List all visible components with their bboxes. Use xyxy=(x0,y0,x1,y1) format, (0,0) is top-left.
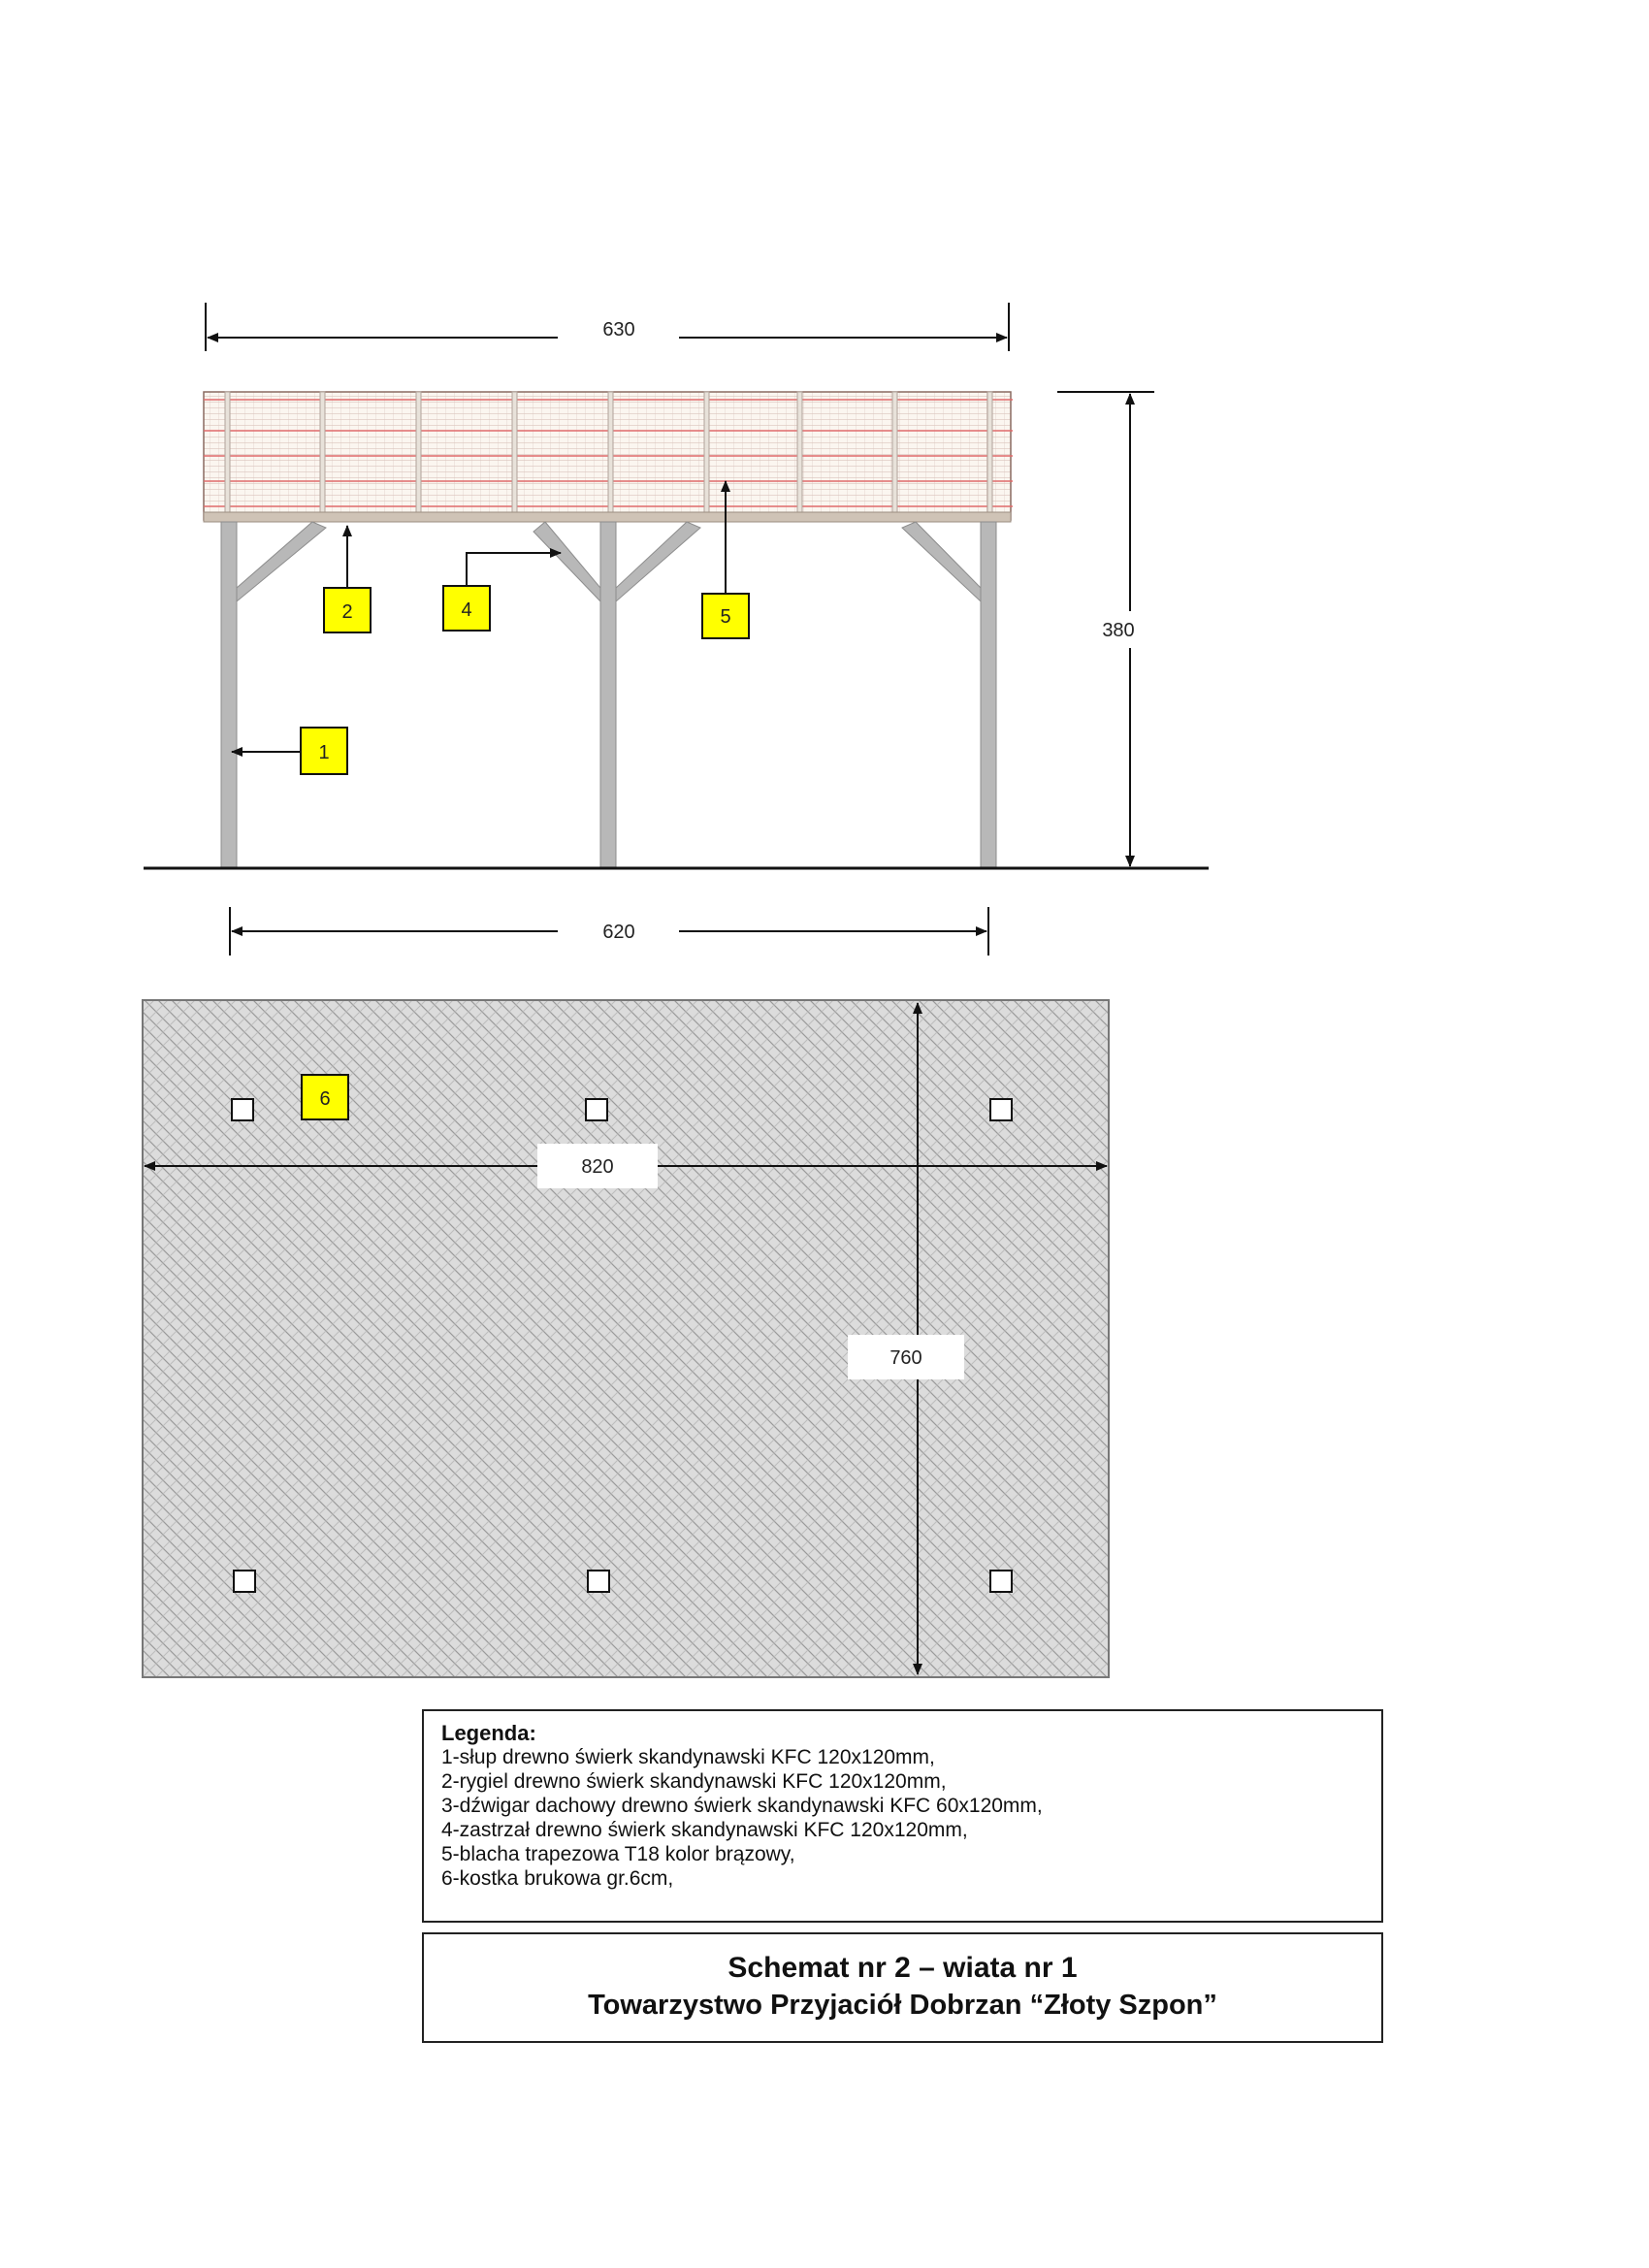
legend-box xyxy=(422,1709,1383,1923)
post-footprint xyxy=(234,1571,255,1592)
callout-label-4: 4 xyxy=(461,599,472,621)
dimension-roof-width xyxy=(206,303,1009,351)
dimension-height xyxy=(1057,392,1154,866)
brace-right xyxy=(902,522,981,601)
brace-left xyxy=(237,522,326,601)
legend-item: 3-dźwigar dachowy drewno świerk skandynawski KFC 60x120mm, xyxy=(441,1795,1043,1817)
brace-middle-left xyxy=(534,522,600,601)
callout-6 xyxy=(302,1075,348,1119)
legend-item: 5-blacha trapezowa T18 kolor brązowy, xyxy=(441,1843,795,1865)
timber-frame xyxy=(221,522,996,867)
organization-name: Towarzystwo Przyjaciół Dobrzan “Złoty Szpon” xyxy=(588,1990,1217,2021)
legend-title: Legenda: xyxy=(441,1721,536,1745)
post-left xyxy=(221,522,237,867)
legend-item: 2-rygiel drewno świerk skandynawski KFC 120x120mm, xyxy=(441,1770,947,1793)
dimension-label-620: 620 xyxy=(602,922,635,943)
post-footprint xyxy=(586,1099,607,1120)
callout-4 xyxy=(443,553,561,631)
callout-label-1: 1 xyxy=(318,742,330,763)
brace-middle-right xyxy=(616,522,700,601)
dimension-label-380: 380 xyxy=(1102,620,1135,641)
dimension-label-630: 630 xyxy=(602,319,635,340)
legend-item: 1-słup drewno świerk skandynawski KFC 120x120mm, xyxy=(441,1746,935,1768)
callout-1 xyxy=(232,728,347,774)
roof-trapezoidal-sheet xyxy=(204,392,1013,522)
post-footprint xyxy=(232,1099,253,1120)
dimension-label-760: 760 xyxy=(889,1347,922,1369)
callout-2 xyxy=(324,526,371,632)
callout-label-2: 2 xyxy=(341,601,353,623)
callout-label-6: 6 xyxy=(319,1088,331,1110)
post-footprint xyxy=(588,1571,609,1592)
dimension-label-820: 820 xyxy=(581,1156,614,1178)
post-middle xyxy=(600,522,616,867)
schema-title: Schemat nr 2 – wiata nr 1 xyxy=(728,1952,1078,1984)
legend-item: 4-zastrzał drewno świerk skandynawski KFC 120x120mm, xyxy=(441,1819,968,1841)
legend-item: 6-kostka brukowa gr.6cm, xyxy=(441,1867,674,1890)
callout-label-5: 5 xyxy=(720,606,731,628)
dimension-posts-span xyxy=(230,907,988,956)
title-block xyxy=(422,1932,1383,2043)
post-footprint xyxy=(990,1571,1012,1592)
post-right xyxy=(981,522,996,867)
post-footprint xyxy=(990,1099,1012,1120)
